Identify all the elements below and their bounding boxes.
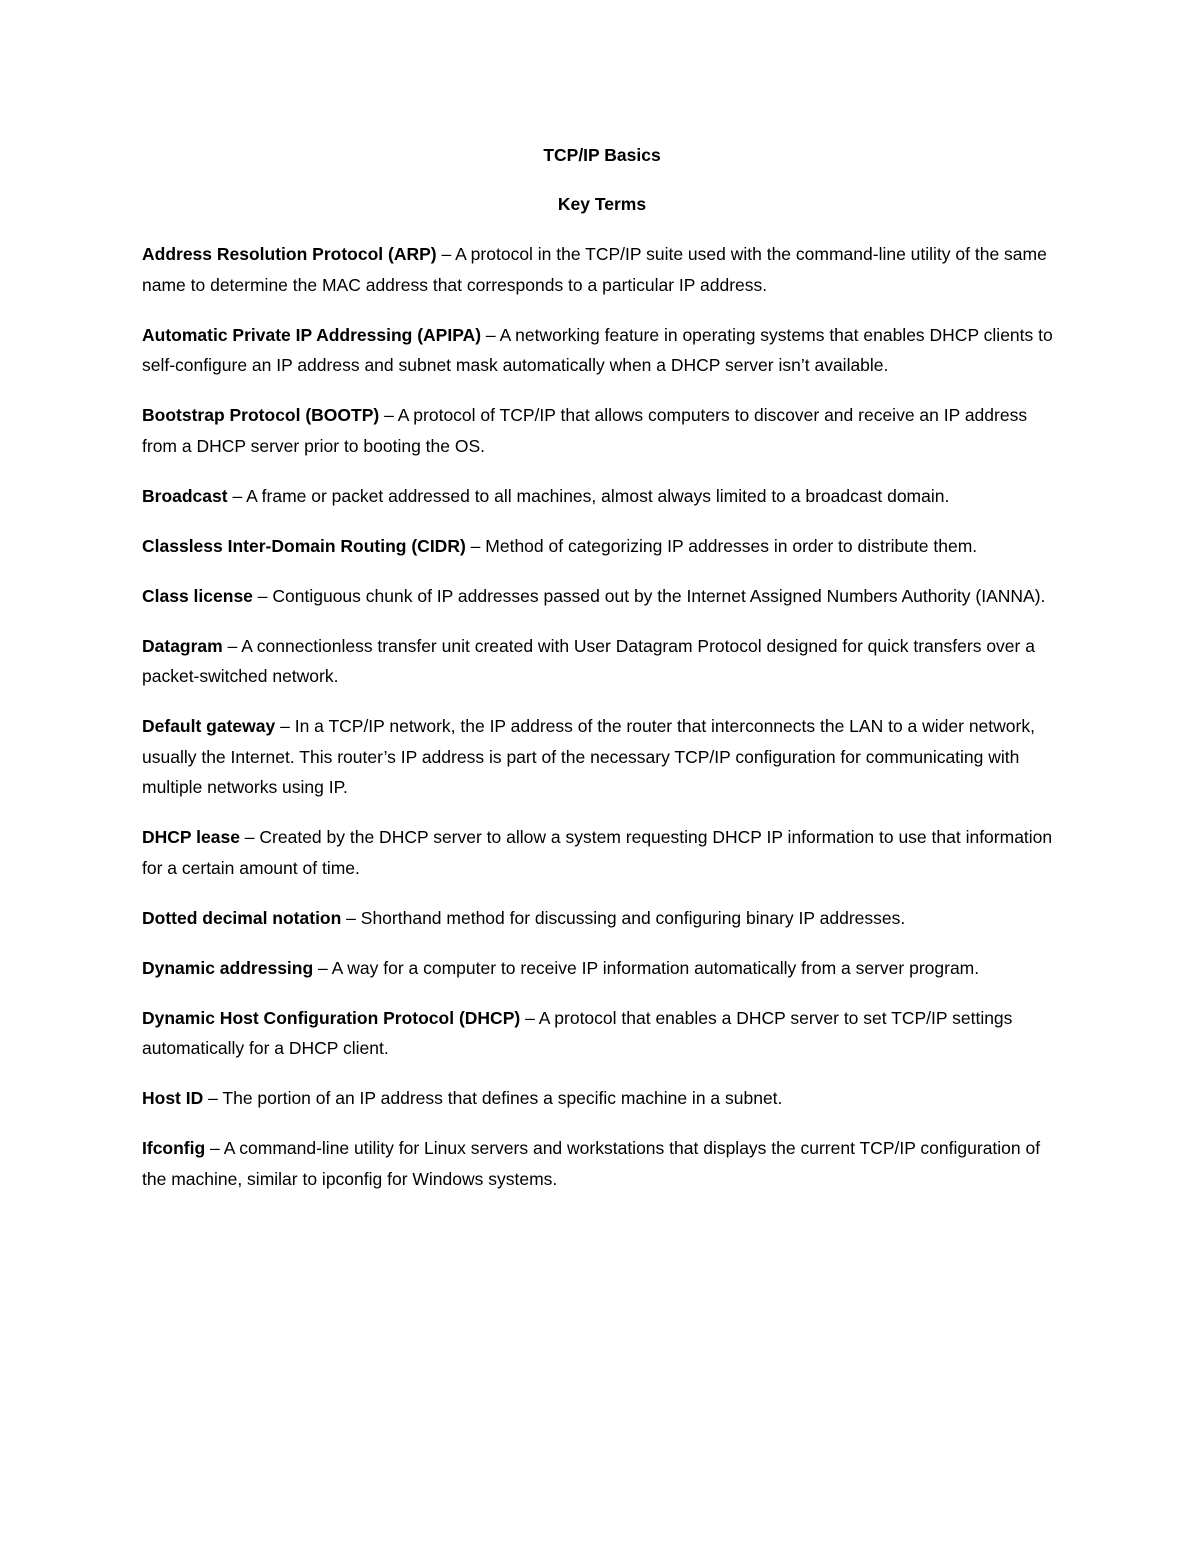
glossary-list <box>142 239 1062 1194</box>
glossary-entry <box>142 1003 1062 1064</box>
term-definition: The portion of an IP address that defines a specific machine in a subnet. <box>222 1088 783 1108</box>
term-name: DHCP lease <box>142 827 240 847</box>
term-name: Bootstrap Protocol (BOOTP) <box>142 405 380 425</box>
glossary-entry <box>142 320 1062 381</box>
term-definition: A connectionless transfer unit created with User Datagram Protocol designed for quick transfers over a packet-switched network. <box>142 635 1035 686</box>
glossary-entry <box>142 481 1062 512</box>
glossary-entry <box>142 1133 1062 1194</box>
term-name: Default gateway <box>142 716 276 736</box>
term-definition: A protocol of TCP/IP that allows computers to discover and receive an IP address from a DHCP server prior to booting the OS. <box>142 405 1028 456</box>
term-separator: – <box>275 716 295 736</box>
term-separator: – <box>222 635 242 656</box>
glossary-entry <box>142 531 1062 562</box>
term-separator: – <box>341 907 361 928</box>
term-separator: – <box>239 827 260 847</box>
glossary-entry <box>142 1083 1062 1114</box>
term-name: Dotted decimal notation <box>142 907 342 928</box>
term-name: Host ID <box>142 1088 204 1108</box>
term-separator: – <box>379 405 398 425</box>
term-name: Dynamic Host Configuration Protocol (DHCP) <box>142 1007 521 1028</box>
term-definition: Shorthand method for discussing and configuring binary IP addresses. <box>360 907 906 928</box>
term-definition: A protocol in the TCP/IP suite used with the command-line utility of the same name to determine the MAC address that corresponds to a particular IP address. <box>142 244 1047 295</box>
section-heading: Key Terms <box>557 194 647 214</box>
term-separator: – <box>436 244 456 264</box>
term-separator: – <box>205 1138 224 1158</box>
glossary-entry <box>142 631 1062 692</box>
term-name: Address Resolution Protocol (ARP) <box>142 244 437 264</box>
glossary-entry <box>142 711 1062 803</box>
term-definition: A command-line utility for Linux servers and workstations that displays the current TCP/IP configuration of the machine, similar to ipconfig for Windows systems. <box>142 1138 1041 1189</box>
term-separator: – <box>203 1088 223 1108</box>
glossary-entry <box>142 239 1062 300</box>
term-definition: Method of categorizing IP addresses in order to distribute them. <box>485 535 978 556</box>
glossary-entry <box>142 822 1062 883</box>
term-separator: – <box>481 324 500 345</box>
document-title: TCP/IP Basics <box>543 145 661 165</box>
term-name: Classless Inter-Domain Routing (CIDR) <box>142 535 466 556</box>
glossary-entry <box>142 400 1062 461</box>
term-separator: – <box>465 535 486 556</box>
term-name: Class license <box>142 585 253 606</box>
term-definition: A protocol that enables a DHCP server to set TCP/IP settings automatically for a DHCP client. <box>142 1007 1013 1058</box>
term-separator: – <box>227 485 247 506</box>
term-separator: – <box>520 1007 539 1028</box>
glossary-entry <box>142 953 1062 984</box>
term-name: Datagram <box>142 635 223 656</box>
glossary-entry <box>142 581 1062 612</box>
term-name: Ifconfig <box>142 1138 206 1158</box>
term-name: Automatic Private IP Addressing (APIPA) <box>142 324 482 345</box>
term-separator: – <box>252 585 273 606</box>
term-definition: A way for a computer to receive IP information automatically from a server program. <box>331 957 980 978</box>
glossary-entry <box>142 903 1062 934</box>
term-separator: – <box>313 957 332 978</box>
term-definition: A frame or packet addressed to all machines, almost always limited to a broadcast domain. <box>246 485 950 506</box>
term-definition: A networking feature in operating systems that enables DHCP clients to self-configure an IP address and subnet mask automatically when a DHCP server isn’t available. <box>142 324 1053 375</box>
term-name: Dynamic addressing <box>142 957 314 978</box>
document-body <box>142 140 1062 1214</box>
term-definition: In a TCP/IP network, the IP address of the router that interconnects the LAN to a wider network, usually the Internet. This router’s IP address is part of the necessary TCP/IP configuration for communicating with multiple networks using IP. <box>142 716 1035 797</box>
term-definition: Created by the DHCP server to allow a system requesting DHCP IP information to use that information for a certain amount of time. <box>142 827 1053 878</box>
term-name: Broadcast <box>142 485 228 506</box>
term-definition: Contiguous chunk of IP addresses passed out by the Internet Assigned Numbers Authority (IANNA). <box>272 585 1046 606</box>
